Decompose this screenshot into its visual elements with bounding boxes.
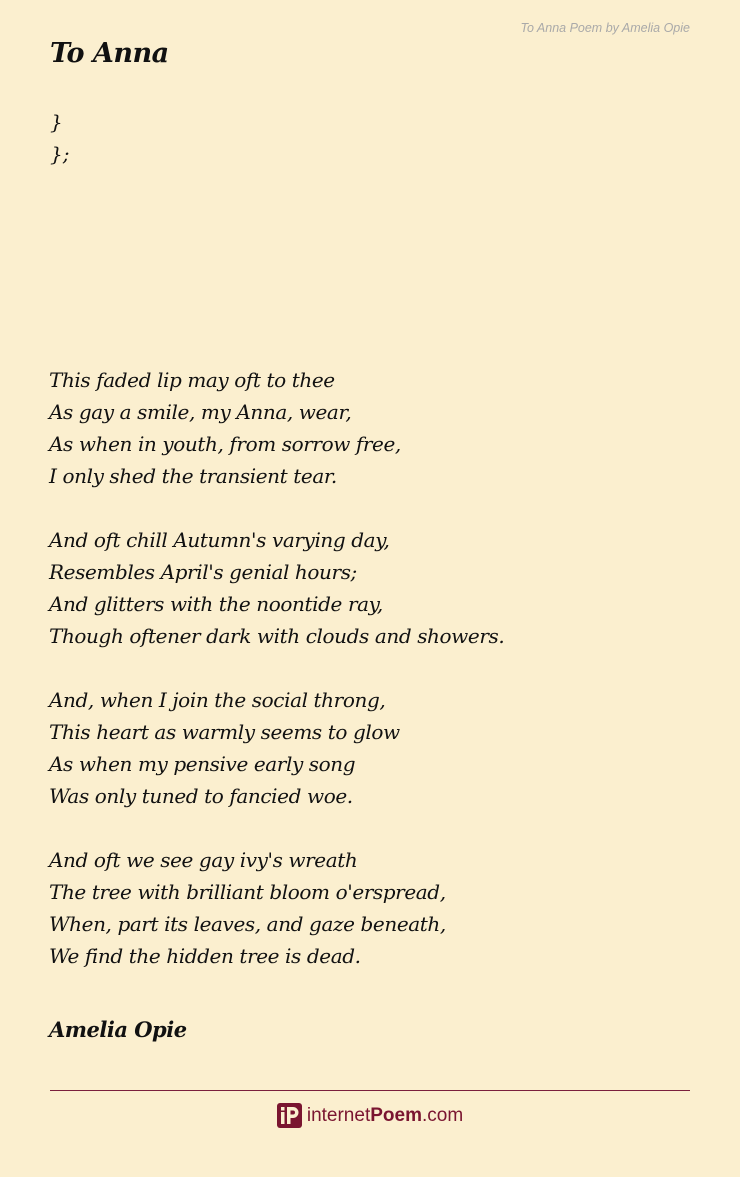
poem-line: Though oftener dark with clouds and showers. <box>49 624 505 648</box>
poem-body <box>49 364 699 1004</box>
poem-line: Was only tuned to fancied woe. <box>49 784 353 808</box>
stanza-2 <box>49 524 699 652</box>
poem-line: As gay a smile, my Anna, wear, <box>49 400 352 424</box>
stanza-4 <box>49 844 699 972</box>
stanza-1 <box>49 364 699 492</box>
poem-line: When, part its leaves, and gaze beneath, <box>49 912 446 936</box>
poem-line: The tree with brilliant bloom o'erspread, <box>49 880 446 904</box>
poem-line: Resembles April's genial hours; <box>49 560 357 584</box>
stray-code-lines <box>50 106 69 170</box>
brand-wordmark <box>307 1103 463 1128</box>
page-meta-caption: To Anna Poem by Amelia Opie <box>520 21 690 35</box>
poem-line: And glitters with the noontide ray, <box>49 592 383 616</box>
poem-line: And oft chill Autumn's varying day, <box>49 528 390 552</box>
stray-code-line: }; <box>50 142 70 166</box>
stray-code-line: } <box>50 110 63 134</box>
poem-author: Amelia Opie <box>49 1017 187 1042</box>
site-brand-link[interactable] <box>0 1103 740 1128</box>
poem-line: We find the hidden tree is dead. <box>49 944 361 968</box>
poem-line: This faded lip may oft to thee <box>49 368 335 392</box>
poem-title: To Anna <box>50 38 169 69</box>
poem-line: As when in youth, from sorrow free, <box>49 432 401 456</box>
poem-line: This heart as warmly seems to glow <box>49 720 400 744</box>
ip-logo-icon <box>277 1103 302 1128</box>
brand-bold: Poem <box>370 1105 422 1126</box>
footer-divider <box>50 1090 690 1091</box>
brand-prefix: internet <box>306 1105 371 1126</box>
poem-line: I only shed the transient tear. <box>49 464 337 488</box>
poem-line: As when my pensive early song <box>49 752 356 776</box>
poem-line: And, when I join the social throng, <box>49 688 386 712</box>
poem-line: And oft we see gay ivy's wreath <box>49 848 358 872</box>
stanza-3 <box>49 684 699 812</box>
brand-suffix: .com <box>421 1105 464 1126</box>
